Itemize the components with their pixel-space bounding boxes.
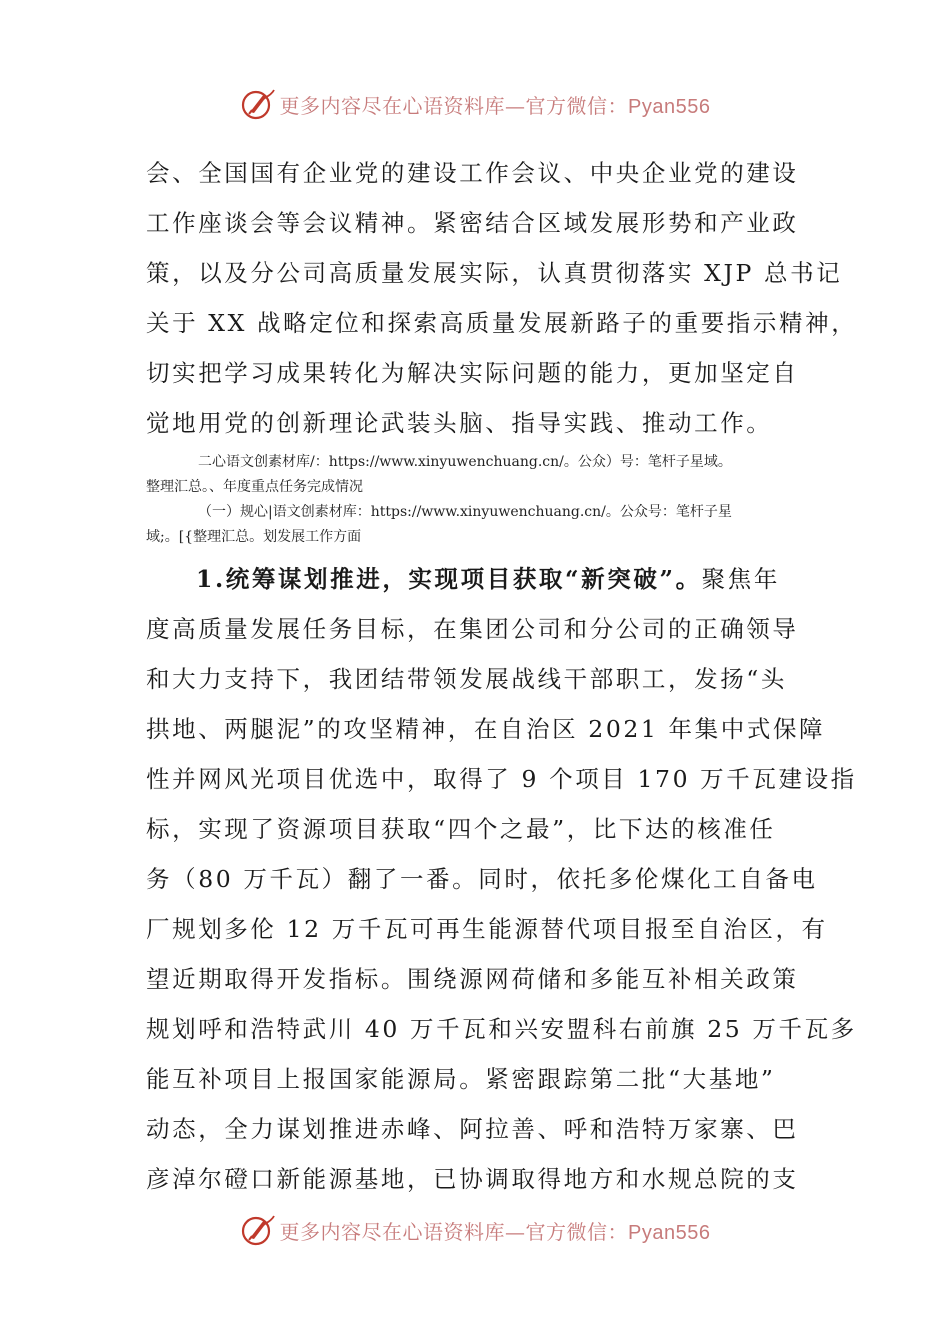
text-line: 关于 XX 战略定位和探索高质量发展新路子的重要指示精神，	[146, 309, 858, 337]
quill-logo-icon	[240, 86, 276, 122]
watermark-line: 域;。[{整理汇总。划发展工作方面	[146, 529, 362, 545]
text-line: 彦淖尔磴口新能源基地，已协调取得地方和水规总院的支	[146, 1165, 799, 1193]
text-line: 切实把学习成果转化为解决实际问题的能力，更加坚定自	[146, 359, 799, 387]
watermark-line: 整理汇总。、年度重点任务完成情况	[146, 479, 363, 495]
text-line: 度高质量发展任务目标，在集团公司和分公司的正确领导	[146, 615, 799, 643]
text-line: 望近期取得开发指标。围绕源网荷储和多能互补相关政策	[146, 965, 799, 993]
text-line: 会、全国国有企业党的建设工作会议、中央企业党的建设	[146, 159, 799, 187]
watermark-line: （一）规心|语文创素材库：https://www.xinyuwenchuang.cn/。公众号：笔杆子星	[198, 504, 732, 520]
paragraph-1	[146, 148, 858, 448]
text-line: 务（80 万千瓦）翻了一番。同时，依托多伦煤化工自备电	[146, 865, 818, 893]
watermark-line: 二心语文创素材库/：https://www.xinyuwenchuang.cn/。公众）号：笔杆子星域。	[198, 454, 732, 470]
watermark-text	[146, 450, 811, 550]
banner-account: Pyan556	[628, 1221, 711, 1244]
banner-text: 更多内容尽在心语资料库—官方微信：	[279, 93, 629, 118]
text-line: 和大力支持下，我团结带领发展战线干部职工，发扬“头	[146, 665, 788, 693]
text-line: 工作座谈会等会议精神。紧密结合区域发展形势和产业政	[146, 209, 799, 237]
document-body	[146, 148, 858, 1204]
text-line: 规划呼和浩特武川 40 万千瓦和兴安盟科右前旗 25 万千瓦多	[146, 1015, 857, 1043]
text-line: 拱地、两腿泥”的攻坚精神，在自治区 2021 年集中式保障	[146, 715, 826, 743]
header-banner	[0, 84, 950, 124]
banner-text: 更多内容尽在心语资料库—官方微信：	[279, 1219, 629, 1244]
text-fragment: 聚焦年	[701, 565, 780, 593]
text-line: 性并网风光项目优选中，取得了 9 个项目 170 万千瓦建设指	[146, 765, 857, 793]
text-line: 标，实现了资源项目获取“四个之最”，比下达的核准任	[146, 815, 776, 843]
text-line: 动态，全力谋划推进赤峰、阿拉善、呼和浩特万家寨、巴	[146, 1115, 799, 1143]
text-line: 厂规划多伦 12 万千瓦可再生能源替代项目报至自治区，有	[146, 915, 828, 943]
quill-logo-icon	[240, 1212, 276, 1248]
paragraph-2	[146, 554, 857, 1204]
footer-banner	[0, 1210, 950, 1250]
text-line: 能互补项目上报国家能源局。紧密跟踪第二批“大基地”	[146, 1065, 776, 1093]
section-heading: 1.统筹谋划推进，实现项目获取“新突破”。	[196, 565, 702, 593]
text-line: 策，以及分公司高质量发展实际，认真贯彻落实 XJP 总书记	[146, 259, 843, 287]
banner-account: Pyan556	[628, 95, 711, 118]
text-line: 觉地用党的创新理论武装头脑、指导实践、推动工作。	[146, 409, 773, 437]
text-line	[146, 554, 811, 604]
